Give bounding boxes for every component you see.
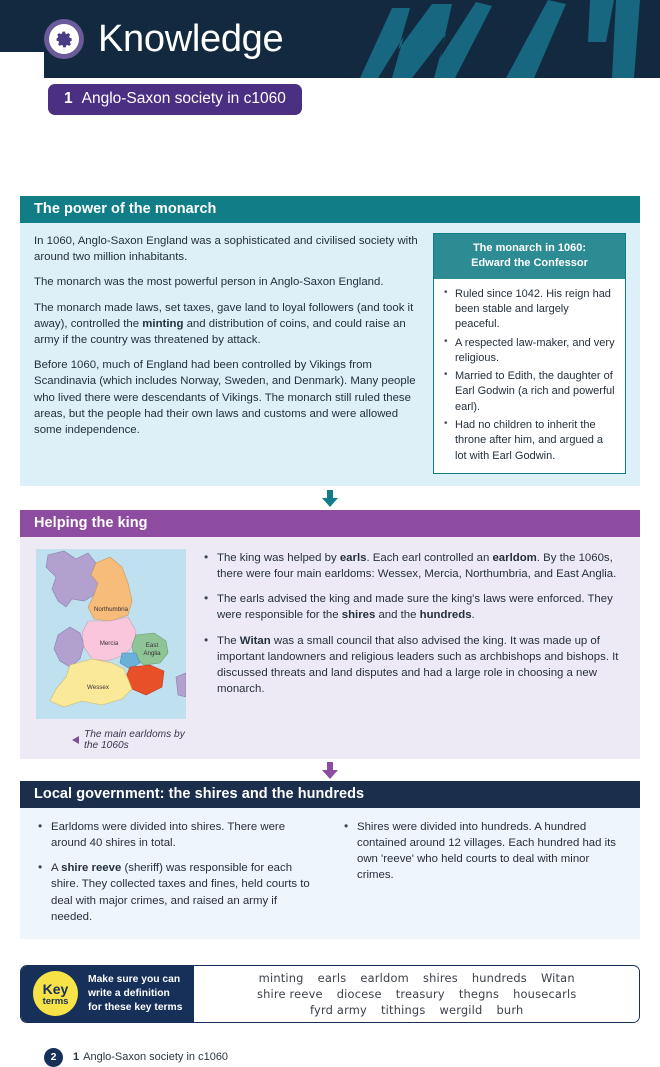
- map-graphic: [36, 549, 186, 719]
- key-terms-instruction-block: [21, 966, 194, 1022]
- gear-glyph: [55, 30, 74, 49]
- arrow-down-icon: [320, 490, 340, 507]
- page-footer: [44, 1048, 660, 1067]
- list-item: • Married to Edith, the daughter of Earl Godwin (a rich and powerful earl).: [443, 369, 616, 415]
- fact-card-heading-line1: The monarch in 1060:: [472, 242, 587, 254]
- section-local-government: [20, 781, 640, 939]
- fact-card-heading: [434, 234, 625, 279]
- chapter-number: 1: [64, 90, 73, 107]
- key-term: earldom: [360, 970, 409, 985]
- key-terms-panel: [20, 965, 640, 1023]
- svg-text:Mercia: Mercia: [99, 639, 119, 647]
- svg-text:Northumbria: Northumbria: [93, 605, 129, 613]
- page-masthead: [0, 0, 660, 78]
- key-terms-list: [194, 966, 639, 1022]
- key-terms-row: [252, 971, 582, 985]
- footer-chapter-label: [73, 1051, 228, 1063]
- key-terms-row: [303, 1003, 530, 1017]
- key-term: shires: [422, 970, 458, 985]
- monarch-paragraphs: [34, 233, 419, 474]
- paragraph: The monarch was the most powerful person in Anglo-Saxon England.: [34, 276, 384, 289]
- svg-text:East: East: [145, 641, 159, 649]
- list-item: • Shires were divided into hundreds. A hundred contained around 12 villages. Each hundred had its own 'reeve' who held courts to deal with minor crimes.: [342, 819, 626, 884]
- list-item: • The Witan was a small council that also advised the king. It was made up of important landowners and religious leaders such as archbishops and bishops. It discussed threats and land disputes and had a large role in choosing a new monarch.: [202, 633, 626, 698]
- key-term: tithings: [381, 1002, 426, 1017]
- earldoms-map: [36, 549, 186, 719]
- paragraph: In 1060, Anglo-Saxon England was a sophisticated and civilised society with around two million inhabitants.: [34, 235, 418, 264]
- page-number-badge: 2: [44, 1048, 63, 1067]
- section-heading: The power of the monarch: [20, 196, 640, 223]
- paragraph: The monarch made laws, set taxes, gave land to loyal followers (and took it away), controlled the minting and distribution of coins, and could raise an army if the country was threatened by attack.: [34, 301, 414, 346]
- monarch-fact-card: [433, 233, 626, 474]
- list-item: • The earls advised the king and made sure the king's laws were enforced. They were responsible for the shires and the hundreds.: [202, 591, 626, 623]
- svg-text:Anglia: Anglia: [143, 649, 161, 657]
- masthead-notch: [0, 52, 44, 78]
- caption-triangle-icon: [72, 736, 79, 744]
- arrow-down-icon: [320, 762, 340, 779]
- list-item: • A respected law-maker, and very religious.: [443, 336, 616, 367]
- key-term: treasury: [395, 986, 445, 1001]
- svg-text:Wessex: Wessex: [87, 683, 109, 691]
- list-item: • Had no children to inherit the throne after him, and argued a lot with Earl Godwin.: [443, 418, 616, 464]
- instruction-line: Make sure you can: [88, 974, 181, 986]
- flow-arrow-2: [0, 759, 660, 781]
- helping-king-list: [202, 549, 626, 751]
- key-term: minting: [258, 970, 304, 985]
- fact-card-heading-line2: Edward the Confessor: [471, 256, 588, 269]
- chapter-title: Anglo-Saxon society in c1060: [81, 90, 286, 107]
- key-term: burh: [496, 1002, 524, 1017]
- key-term: Witan: [540, 970, 575, 985]
- key-term: thegns: [458, 986, 500, 1001]
- key-term: fyrd army: [310, 1002, 367, 1017]
- key-term: hundreds: [471, 970, 527, 985]
- map-column: [36, 549, 186, 751]
- key-terms-badge-line2: terms: [42, 995, 69, 1007]
- key-term: earls: [317, 970, 347, 985]
- section-helping-the-king: [20, 510, 640, 759]
- chapter-chip: [48, 84, 302, 115]
- instruction-line: write a definition: [88, 988, 170, 1000]
- key-terms-row: [250, 987, 584, 1001]
- section-body: [20, 223, 640, 486]
- section-heading: Local government: the shires and the hundreds: [20, 781, 640, 808]
- key-term: shire reeve: [256, 986, 323, 1001]
- footer-chapter-title: Anglo-Saxon society in c1060: [83, 1051, 229, 1064]
- footer-chapter-number: 1: [73, 1051, 80, 1064]
- key-term: wergild: [439, 1002, 483, 1017]
- fact-card-list: [434, 279, 625, 473]
- map-caption-text: The main earldoms by the 1060s: [84, 728, 185, 751]
- list-item: • A shire reeve (sheriff) was responsible for each shire. They collected taxes and fines, held courts to deal with major crimes, and raised an army if needed.: [36, 860, 320, 925]
- flow-arrow-1: [0, 486, 660, 510]
- map-caption: [72, 729, 186, 751]
- key-term: housecarls: [513, 986, 577, 1001]
- list-item: • Ruled since 1042. His reign had been stable and largely peaceful.: [443, 287, 616, 333]
- section-heading: Helping the king: [20, 510, 640, 537]
- instruction-line: for these key terms: [88, 1001, 183, 1013]
- key-terms-badge-line1: Key: [42, 980, 69, 997]
- section-power-of-monarch: [20, 196, 640, 486]
- list-item: • The king was helped by earls. Each earl controlled an earldom. By the 1060s, there were four main earldoms: Wessex, Mercia, Northumbria, and East Anglia.: [202, 550, 626, 582]
- page-title: Knowledge: [98, 18, 284, 60]
- key-terms-badge: [33, 971, 78, 1016]
- local-gov-left-column: [36, 819, 320, 925]
- section-body: [20, 537, 640, 759]
- key-terms-instruction: [88, 973, 182, 1014]
- local-gov-right-column: [342, 819, 626, 925]
- gear-icon: [44, 19, 84, 59]
- key-term: diocese: [336, 986, 382, 1001]
- list-item: • Earldoms were divided into shires. There were around 40 shires in total.: [36, 819, 320, 851]
- section-body: [20, 808, 640, 939]
- paragraph: Before 1060, much of England had been controlled by Vikings from Scandinavia (which includes Norway, Sweden, and Denmark). Many people who lived there were descendants of Vikings. The monarch still ruled these areas, but the people had their own laws and customs and were allowed some independence.: [34, 359, 416, 436]
